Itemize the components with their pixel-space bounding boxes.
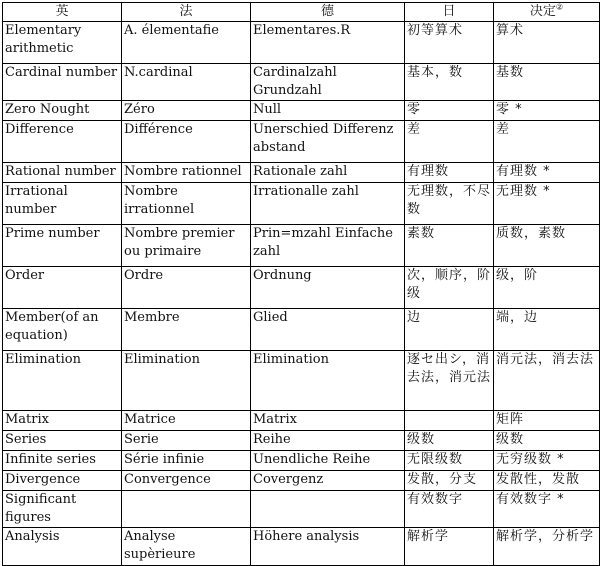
table-row <box>3 267 600 309</box>
cell-japanese: 有效数字 <box>405 491 494 528</box>
cell-decided: 有效数字 * <box>494 491 600 528</box>
cell-german: Unendliche Reihe <box>251 451 405 471</box>
table-body <box>3 22 600 566</box>
cell-japanese: 无限级数 <box>405 451 494 471</box>
cell-german: Prin=mzahl Einfache zahl <box>251 225 405 267</box>
cell-french: Différence <box>122 121 251 163</box>
header-german: 德 <box>251 3 405 22</box>
cell-japanese: 素数 <box>405 225 494 267</box>
cell-english: Member(of an equation) <box>3 309 122 351</box>
cell-french: Nombre premier ou primaire <box>122 225 251 267</box>
table-row <box>3 183 600 225</box>
terminology-table <box>2 2 600 566</box>
cell-english: Series <box>3 431 122 451</box>
cell-german: Irrationalle zahl <box>251 183 405 225</box>
cell-decided: 基数 <box>494 64 600 101</box>
cell-decided: 差 <box>494 121 600 163</box>
cell-german: Rationale zahl <box>251 163 405 183</box>
cell-french: Nombre irrationnel <box>122 183 251 225</box>
table-row <box>3 431 600 451</box>
header-row <box>3 3 600 22</box>
header-decided <box>494 3 600 22</box>
cell-japanese: 发散，分支 <box>405 471 494 491</box>
cell-english: Order <box>3 267 122 309</box>
table-row <box>3 64 600 101</box>
cell-german: Covergenz <box>251 471 405 491</box>
page <box>2 2 600 566</box>
table-row <box>3 351 600 411</box>
table-row <box>3 528 600 566</box>
cell-japanese: 基本，数 <box>405 64 494 101</box>
cell-german: Glied <box>251 309 405 351</box>
cell-japanese: 逐セ出シ，消去法，消元法 <box>405 351 494 411</box>
cell-decided: 消元法，消去法 <box>494 351 600 411</box>
cell-japanese: 解析学 <box>405 528 494 566</box>
cell-german: Ordnung <box>251 267 405 309</box>
cell-decided: 算术 <box>494 22 600 64</box>
cell-german: Matrix <box>251 411 405 431</box>
cell-english: Infinite series <box>3 451 122 471</box>
table-row <box>3 163 600 183</box>
cell-japanese: 有理数 <box>405 163 494 183</box>
cell-french <box>122 491 251 528</box>
cell-french: Série infinie <box>122 451 251 471</box>
cell-french: Elimination <box>122 351 251 411</box>
cell-decided: 质数，素数 <box>494 225 600 267</box>
header-japanese: 日 <box>405 3 494 22</box>
table-row <box>3 309 600 351</box>
cell-english: Analysis <box>3 528 122 566</box>
cell-japanese: 级数 <box>405 431 494 451</box>
cell-french: Analyse supèrieure <box>122 528 251 566</box>
cell-japanese: 边 <box>405 309 494 351</box>
cell-decided: 端，边 <box>494 309 600 351</box>
cell-german: Reihe <box>251 431 405 451</box>
cell-french: Convergence <box>122 471 251 491</box>
header-decided-label: 决定 <box>529 4 556 19</box>
table-row <box>3 451 600 471</box>
table-row <box>3 491 600 528</box>
cell-english: Significant figures <box>3 491 122 528</box>
table-row <box>3 471 600 491</box>
cell-german: Cardinalzahl Grundzahl <box>251 64 405 101</box>
table-row <box>3 101 600 121</box>
cell-french: N.cardinal <box>122 64 251 101</box>
cell-decided: 零 * <box>494 101 600 121</box>
header-english: 英 <box>3 3 122 22</box>
cell-decided: 无穷级数 * <box>494 451 600 471</box>
cell-english: Difference <box>3 121 122 163</box>
cell-german: Elementares.R <box>251 22 405 64</box>
cell-decided: 发散性，发散 <box>494 471 600 491</box>
table-row <box>3 225 600 267</box>
cell-japanese: 无理数，不尽数 <box>405 183 494 225</box>
cell-french: A. élementafie <box>122 22 251 64</box>
cell-english: Divergence <box>3 471 122 491</box>
header-decided-note: ② <box>555 2 564 12</box>
cell-french: Matrice <box>122 411 251 431</box>
cell-english: Rational number <box>3 163 122 183</box>
cell-french: Ordre <box>122 267 251 309</box>
cell-english: Matrix <box>3 411 122 431</box>
cell-german: Unerschied Differenz abstand <box>251 121 405 163</box>
cell-japanese <box>405 411 494 431</box>
cell-decided: 级，阶 <box>494 267 600 309</box>
header-french: 法 <box>122 3 251 22</box>
cell-english: Prime number <box>3 225 122 267</box>
cell-decided: 无理数 * <box>494 183 600 225</box>
table-row <box>3 411 600 431</box>
cell-japanese: 次，顺序，阶级 <box>405 267 494 309</box>
cell-decided: 解析学，分析学 <box>494 528 600 566</box>
cell-decided: 级数 <box>494 431 600 451</box>
cell-french: Membre <box>122 309 251 351</box>
table-row <box>3 121 600 163</box>
cell-french: Nombre rationnel <box>122 163 251 183</box>
cell-japanese: 零 <box>405 101 494 121</box>
cell-english: Elementary arithmetic <box>3 22 122 64</box>
cell-english: Elimination <box>3 351 122 411</box>
cell-german: Elimination <box>251 351 405 411</box>
cell-german <box>251 491 405 528</box>
table-row <box>3 22 600 64</box>
cell-english: Zero Nought <box>3 101 122 121</box>
cell-japanese: 初等算术 <box>405 22 494 64</box>
cell-english: Cardinal number <box>3 64 122 101</box>
cell-french: Zéro <box>122 101 251 121</box>
cell-japanese: 差 <box>405 121 494 163</box>
cell-french: Serie <box>122 431 251 451</box>
cell-decided: 矩阵 <box>494 411 600 431</box>
cell-german: Null <box>251 101 405 121</box>
cell-german: Höhere analysis <box>251 528 405 566</box>
cell-decided: 有理数 * <box>494 163 600 183</box>
cell-english: Irrational number <box>3 183 122 225</box>
